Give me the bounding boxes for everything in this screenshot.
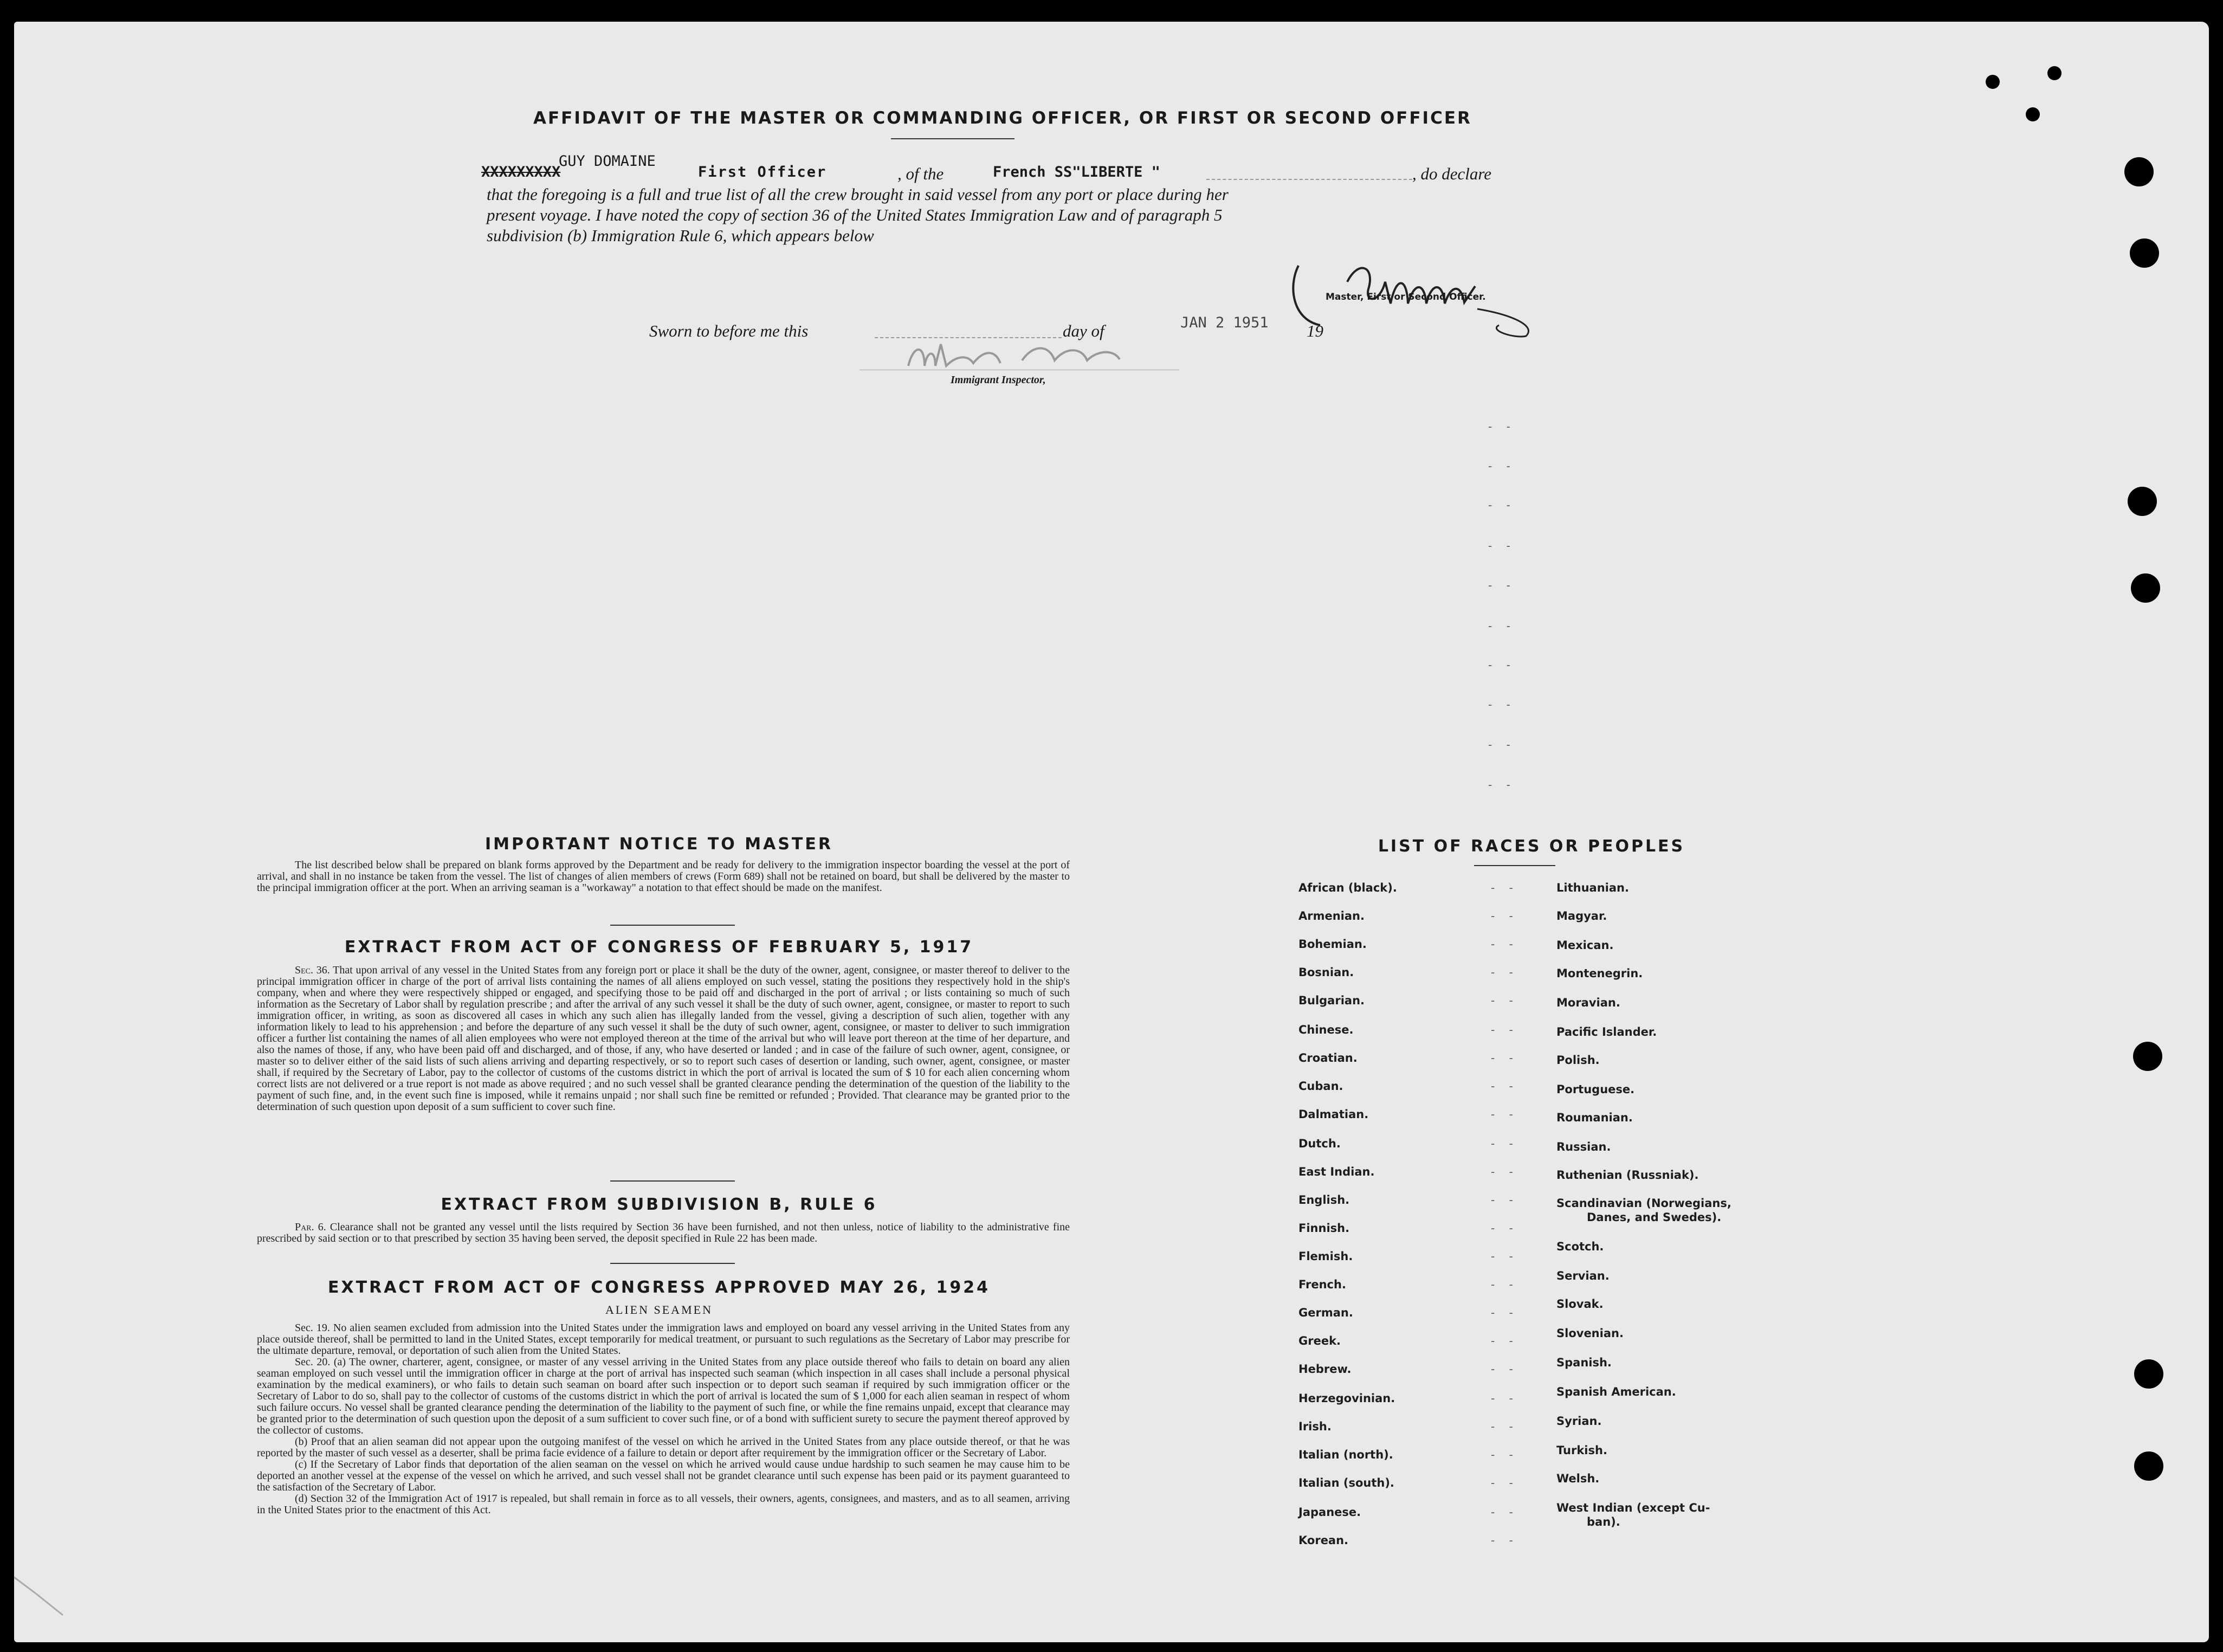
- race-tick-marks: - -: [1491, 881, 1518, 894]
- race-right-item: ban).: [1587, 1515, 1620, 1528]
- officer-rank: First Officer: [698, 164, 827, 180]
- page-crease: [14, 1572, 79, 1621]
- extract-1924-body: [257, 1322, 1070, 1516]
- race-right-item: Scandinavian (Norwegians,: [1556, 1197, 1731, 1210]
- race-right-item: Slovenian.: [1556, 1327, 1624, 1340]
- punch-hole: [2128, 487, 2157, 516]
- title-underline: [891, 138, 1014, 139]
- race-tick-marks: - -: [1491, 1448, 1518, 1461]
- race-tick-marks: - -: [1491, 1137, 1518, 1150]
- ghost-marks: - -: [1488, 738, 1516, 751]
- race-left-item: Cuban.: [1298, 1080, 1343, 1093]
- races-title-underline: [1474, 865, 1555, 866]
- race-left-item: French.: [1298, 1278, 1346, 1291]
- punch-hole: [2133, 1042, 2162, 1071]
- day-of-text: day of: [1063, 321, 1104, 340]
- ink-dot: [2026, 107, 2040, 121]
- race-tick-marks: - -: [1491, 1108, 1518, 1121]
- race-tick-marks: - -: [1491, 966, 1518, 979]
- sworn-text: Sworn to before me this: [649, 321, 809, 340]
- affidavit-title: AFFIDAVIT OF THE MASTER OR COMMANDING OFFICER, OR FIRST OR SECOND OFFICER: [533, 108, 1472, 128]
- struck-word: XXXXXXXXX: [481, 164, 561, 180]
- race-tick-marks: - -: [1491, 909, 1518, 922]
- ghost-marks: - -: [1488, 499, 1516, 512]
- race-tick-marks: - -: [1491, 1363, 1518, 1376]
- paragraph: Sec. 20. (a) The owner, charterer, agent, consignee, or master of any vessel arriving in the United States from any place outside thereof who fails to detain on board any alien seaman employed on such vessel until the immigration officer in charge at the port of arrival has inspected such seaman (which inspection in all cases shall include a personal physical examination by the medical examiners), or who fails to detain such seaman on board after such inspection or to deport such seaman if required by such immigration officer or the Secretary of Labor to do so, shall pay to the collector of customs of the customs district in which the port of arrival is located the sum of $ 1,000 for each alien seaman in respect of whom such failure occurs. No vessel shall be granted clearance pending the determination of the liability to the payment of such fine, or while the fine remains unpaid, except that clearance may be granted prior to the determination of such question upon the deposit of a sum sufficient to cover such fine, or of a bond with sufficient surety to secure the payment thereof approved by the collector of customs.: [257, 1356, 1070, 1436]
- punch-hole: [2134, 1451, 2163, 1481]
- section-divider: [610, 1180, 735, 1182]
- inspector-signature: [903, 333, 1185, 377]
- race-right-item: Spanish.: [1556, 1356, 1612, 1369]
- race-tick-marks: - -: [1491, 1165, 1518, 1178]
- race-right-item: Magyar.: [1556, 909, 1607, 922]
- extract-1917-body: [257, 965, 1070, 1113]
- ghost-marks: - -: [1488, 620, 1516, 633]
- ghost-marks: - -: [1488, 539, 1516, 552]
- section-divider: [610, 925, 735, 926]
- rule6-lead: Par. 6.: [295, 1221, 326, 1233]
- race-tick-marks: - -: [1491, 994, 1518, 1007]
- extract-1924-title: EXTRACT FROM ACT OF CONGRESS APPROVED MAY 26, 1924: [328, 1278, 990, 1297]
- race-left-item: Dalmatian.: [1298, 1108, 1369, 1121]
- races-title: LIST OF RACES OR PEOPLES: [1378, 837, 1685, 856]
- race-right-item: Mexican.: [1556, 939, 1614, 952]
- of-the-text: , of the: [897, 164, 944, 183]
- paragraph: (c) If the Secretary of Labor finds that deportation of the alien seaman on the vessel on which he arrived would cause undue hardship to such seamen he may cause him to be deported an another vessel at the expense of the vessel on which he arrived, and such vessel shall not be grandet clearance until such expense has been paid or its payment guaranteed to the satisfaction of the Secretary of Labor.: [257, 1459, 1070, 1493]
- race-tick-marks: - -: [1491, 1023, 1518, 1036]
- race-right-item: Moravian.: [1556, 996, 1620, 1009]
- punch-hole: [2130, 238, 2159, 268]
- rule6-title: EXTRACT FROM SUBDIVISION B, RULE 6: [441, 1195, 877, 1214]
- race-tick-marks: - -: [1491, 938, 1518, 951]
- punch-hole: [2124, 157, 2154, 186]
- ghost-marks: - -: [1488, 579, 1516, 592]
- vessel-line: [1206, 179, 1412, 180]
- paragraph: (d) Section 32 of the Immigration Act of 1917 is repealed, but shall remain in force as to all vessels, their owners, agents, consignees, and masters, and as to all seamen, arriving in the United States prior to the enactment of this Act.: [257, 1493, 1070, 1516]
- race-left-item: Japanese.: [1298, 1506, 1361, 1519]
- year-prefix: 19: [1307, 321, 1323, 340]
- race-left-item: Italian (south).: [1298, 1476, 1394, 1489]
- extract-1917-text: That upon arrival of any vessel in the United States from any foreign port or place it shall be the duty of the owner, agent, consignee, or master thereof to deliver to the principal immigration officer in charge of the port of arrival lists containing the names of all aliens employed on such vessel, stating the positions they respectively hold in the ship's company, when and where they were respectively shipped or engaged, and specifying those to be paid off and discharged in the port of arrival ; or lists containing so much of such information as the Secretary of Labor shall by regulation prescribe ; and after the arrival of any such vessel it shall be the duty of such owner, agent, consignee, or master to report to such immigration officer, in writing, as soon as discovered all cases in which any such alien has illegally landed from the vessel, giving a description of such alien, together with any information likely to lead to his apprehension ; and before the departure of any such vessel it shall be the duty of such owner, agent, consignee, or master to deliver to such immigration officer a further list containing the names of all alien employees who were not employed thereon at the time of the arrival but who will leave port thereon at the time of her departure, and also the names of those, if any, who have been paid off and discharged, and of those, if any, who have deserted or landed ; and in case of the failure of such owner, agent, consignee, or master so to deliver either of the said lists of such aliens arriving and departing respectively, or so to report such cases of desertion or landing, such owner, agent, consignee, or master shall, if required by the Secretary of Labor, pay to the collector of customs of the customs district in which the port of arrival is located the sum of $ 10 for each alien concerning whom correct lists are not delivered or a true report is not made as above required ; and no such vessel shall be granted clearance pending the determination of the question of the liability to the payment of such fine, and, in the event such fine is imposed, while it remains unpaid ; nor shall such fine be remitted or refunded ; Provided. That clearance may be granted prior to the determination of such question upon deposit of a sum sufficient to cover such fine.: [257, 964, 1070, 1113]
- race-left-item: Bohemian.: [1298, 938, 1367, 951]
- race-left-item: Irish.: [1298, 1420, 1332, 1433]
- race-tick-marks: - -: [1491, 1334, 1518, 1347]
- punch-hole: [2131, 573, 2160, 603]
- do-declare-text: , do declare: [1412, 164, 1492, 183]
- race-right-item: Slovak.: [1556, 1298, 1604, 1311]
- race-left-item: East Indian.: [1298, 1165, 1375, 1178]
- race-left-item: Armenian.: [1298, 909, 1365, 922]
- race-left-item: Bosnian.: [1298, 966, 1354, 979]
- race-left-item: German.: [1298, 1306, 1353, 1319]
- extract-1924-subtitle: ALIEN SEAMEN: [605, 1303, 713, 1317]
- extract-1917-lead: Sec. 36.: [295, 964, 330, 976]
- section-divider: [610, 1263, 735, 1264]
- document-page: [14, 22, 2209, 1642]
- race-right-item: Syrian.: [1556, 1415, 1602, 1428]
- notice-body: [257, 860, 1070, 894]
- race-left-item: Hebrew.: [1298, 1363, 1352, 1376]
- race-tick-marks: - -: [1491, 1051, 1518, 1064]
- race-left-item: English.: [1298, 1193, 1350, 1206]
- ink-dot: [2047, 66, 2062, 80]
- race-left-item: Italian (north).: [1298, 1448, 1393, 1461]
- race-left-item: Croatian.: [1298, 1051, 1358, 1064]
- ghost-marks: - -: [1488, 420, 1516, 433]
- race-right-item: Danes, and Swedes).: [1587, 1211, 1722, 1224]
- race-right-item: Pacific Islander.: [1556, 1025, 1657, 1038]
- declaration-line-3: subdivision (b) Immigration Rule 6, which appears below: [487, 226, 874, 245]
- ghost-marks: - -: [1488, 460, 1516, 473]
- race-left-item: Herzegovinian.: [1298, 1392, 1395, 1405]
- rule6-body: [257, 1222, 1070, 1244]
- race-right-item: Welsh.: [1556, 1472, 1600, 1485]
- declaration-line-1: that the foregoing is a full and true list of all the crew brought in said vessel from any port or place during her: [487, 185, 1229, 204]
- race-tick-marks: - -: [1491, 1420, 1518, 1433]
- ghost-marks: - -: [1488, 698, 1516, 711]
- race-right-item: Spanish American.: [1556, 1385, 1676, 1398]
- declaration-line-2: present voyage. I have noted the copy of section 36 of the United States Immigration Law and of paragraph 5: [487, 205, 1223, 224]
- race-tick-marks: - -: [1491, 1193, 1518, 1206]
- race-left-item: Dutch.: [1298, 1137, 1341, 1150]
- rule6-text: Clearance shall not be granted any vessel until the lists required by Section 36 have been furnished, and not then unless, notice of liability to the administrative fine prescribed by said section or to that prescribed by section 35 having been served, the deposit specified in Rule 22 has been made.: [257, 1221, 1070, 1244]
- notice-title: IMPORTANT NOTICE TO MASTER: [485, 835, 833, 854]
- race-left-item: Finnish.: [1298, 1222, 1350, 1235]
- race-right-item: West Indian (except Cu-: [1556, 1501, 1710, 1514]
- paragraph: Sec. 19. No alien seamen excluded from admission into the United States under the immigration laws and employed on board any vessel arriving in the United States from any place outside thereof, shall be permitted to land in the United States, except temporarily for medical treatment, or pursuant to such regulations as the Secretary of Labor may prescribe for the ultimate departure, removal, or deportation of such alien from the United States.: [257, 1322, 1070, 1357]
- race-right-item: Scotch.: [1556, 1240, 1604, 1253]
- race-tick-marks: - -: [1491, 1392, 1518, 1405]
- race-tick-marks: - -: [1491, 1476, 1518, 1489]
- race-right-item: Lithuanian.: [1556, 881, 1629, 894]
- vessel-name: French SS"LIBERTE ": [993, 164, 1160, 180]
- race-right-item: Ruthenian (Russniak).: [1556, 1169, 1699, 1182]
- officer-name: GUY DOMAINE: [559, 153, 656, 170]
- notice-text: The list described below shall be prepared on blank forms approved by the Department and be ready for delivery to the immigration inspector boarding the vessel at the port of arrival, and shall in no instance be taken from the vessel. The list of changes of alien members of crews (Form 689) shall not be retained on board, but shall be delivered by the master to the principal immigration officer at the port. When an arriving seaman is a "workaway" a notation to that effect should be made on the manifest.: [257, 859, 1070, 894]
- ink-dot: [1986, 75, 2000, 89]
- race-right-item: Turkish.: [1556, 1444, 1607, 1457]
- race-right-item: Montenegrin.: [1556, 967, 1643, 980]
- race-right-item: Roumanian.: [1556, 1111, 1633, 1124]
- race-tick-marks: - -: [1491, 1306, 1518, 1319]
- race-tick-marks: - -: [1491, 1080, 1518, 1093]
- inspector-caption: Immigrant Inspector,: [951, 374, 1046, 386]
- race-tick-marks: - -: [1491, 1222, 1518, 1235]
- race-tick-marks: - -: [1491, 1534, 1518, 1547]
- signature-caption: Master, First or Second Officer.: [1326, 292, 1486, 302]
- punch-hole: [2134, 1359, 2163, 1389]
- race-left-item: Korean.: [1298, 1534, 1349, 1547]
- race-right-item: Polish.: [1556, 1054, 1600, 1067]
- race-right-item: Russian.: [1556, 1140, 1611, 1153]
- race-tick-marks: - -: [1491, 1506, 1518, 1519]
- extract-1917-title: EXTRACT FROM ACT OF CONGRESS OF FEBRUARY 5, 1917: [344, 938, 974, 957]
- race-left-item: Bulgarian.: [1298, 994, 1365, 1007]
- ghost-marks: - -: [1488, 659, 1516, 672]
- race-right-item: Servian.: [1556, 1269, 1610, 1282]
- race-left-item: Greek.: [1298, 1334, 1341, 1347]
- date-stamp: JAN 2 1951: [1180, 314, 1269, 331]
- paragraph: (b) Proof that an alien seaman did not appear upon the outgoing manifest of the vessel on which he arrived in the United States from any place outside thereof, or that he was reported by the master of such vessel as a deserter, shall be prima facie evidence of a failure to detain or deport after requirement by the immigration officer or the Secretary of Labor.: [257, 1436, 1070, 1459]
- race-tick-marks: - -: [1491, 1278, 1518, 1291]
- race-left-item: Flemish.: [1298, 1250, 1353, 1263]
- ghost-marks: - -: [1488, 778, 1516, 791]
- race-right-item: Portuguese.: [1556, 1083, 1635, 1096]
- race-left-item: Chinese.: [1298, 1023, 1354, 1036]
- race-tick-marks: - -: [1491, 1250, 1518, 1263]
- race-left-item: African (black).: [1298, 881, 1397, 894]
